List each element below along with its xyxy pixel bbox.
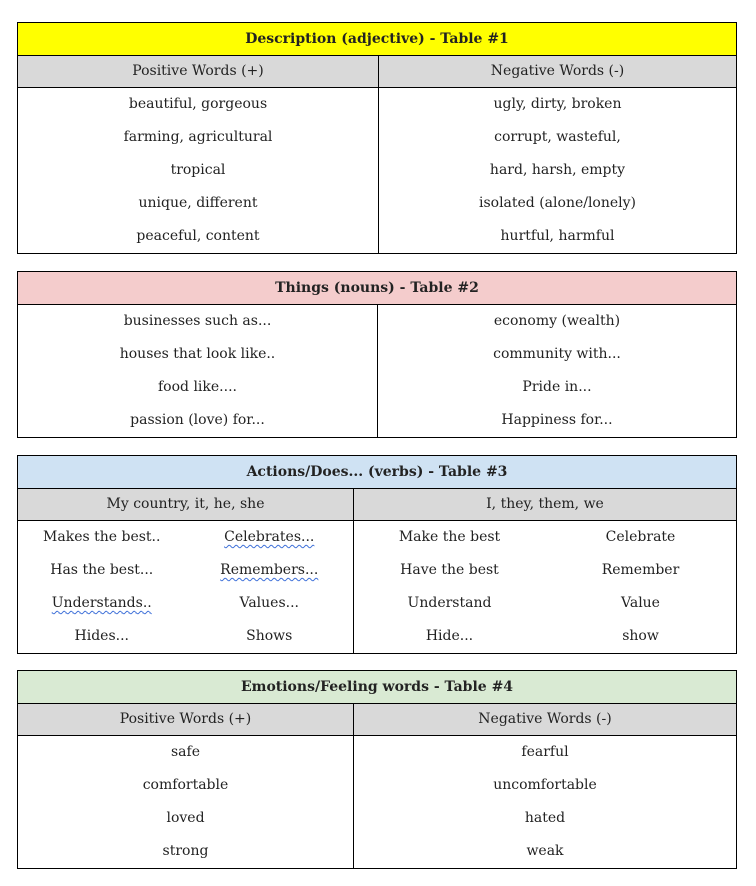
table-3-plural-column xyxy=(353,521,736,653)
table-1-positive-cell: farming, agricultural xyxy=(123,129,273,145)
table-1 xyxy=(17,22,737,254)
table-1-negative-cell: hard, harsh, empty xyxy=(489,162,626,178)
table-1-title: Description (adjective) - Table #1 xyxy=(18,23,736,56)
table-3-verb-cell-wrap xyxy=(186,554,354,587)
table-3-header-row xyxy=(18,489,736,521)
table-3-body xyxy=(18,521,736,653)
table-3-verb-cell-wrap xyxy=(186,521,354,554)
table-3-row xyxy=(18,587,353,620)
table-3-title: Actions/Does... (verbs) - Table #3 xyxy=(18,456,736,489)
table-2-right-cell: Happiness for... xyxy=(501,412,613,428)
table-4-header-positive: Positive Words (+) xyxy=(119,711,252,727)
table-4-body xyxy=(18,736,736,868)
table-2-right-cell: Pride in... xyxy=(522,379,592,395)
table-2-right-cell: economy (wealth) xyxy=(493,313,621,329)
table-4-negative-cell: uncomfortable xyxy=(493,777,597,793)
table-3-verb-cell: Remember xyxy=(601,562,680,578)
table-1-positive-cell: unique, different xyxy=(138,195,258,211)
table-1-positive-cell: tropical xyxy=(170,162,226,178)
table-1-header-row xyxy=(18,56,736,88)
table-3-verb-cell: Understand xyxy=(407,595,492,611)
table-3-verb-cell: Hide... xyxy=(425,628,474,644)
table-3-verb-cell: Hides... xyxy=(74,628,129,644)
table-1-positive-column xyxy=(18,88,378,253)
table-3-row xyxy=(18,554,353,587)
table-1-positive-cell: peaceful, content xyxy=(136,228,260,244)
table-2-title: Things (nouns) - Table #2 xyxy=(18,272,736,305)
table-1-positive-cell: beautiful, gorgeous xyxy=(128,96,268,112)
table-3-verb-cell: Celebrates... xyxy=(224,529,315,545)
table-3-header-singular: My country, it, he, she xyxy=(106,496,265,512)
table-4 xyxy=(17,670,737,869)
table-2-left-cell: food like.... xyxy=(158,379,237,395)
table-1-negative-cell: ugly, dirty, broken xyxy=(493,96,622,112)
table-4-positive-cell: loved xyxy=(166,810,205,826)
table-2-left-column xyxy=(18,305,377,437)
table-2-body xyxy=(18,305,736,437)
table-4-negative-cell: fearful xyxy=(521,744,569,760)
table-3-verb-cell: Values... xyxy=(239,595,299,611)
table-3-row xyxy=(18,620,353,653)
table-3-verb-cell: Has the best... xyxy=(50,562,154,578)
table-4-negative-column xyxy=(353,736,736,868)
table-3-verb-cell: show xyxy=(622,628,659,644)
table-2-left-cell: businesses such as... xyxy=(123,313,272,329)
table-4-negative-cell: hated xyxy=(524,810,566,826)
table-4-positive-cell: comfortable xyxy=(142,777,229,793)
table-1-body xyxy=(18,88,736,253)
table-2-right-cell: community with... xyxy=(493,346,621,362)
table-4-positive-column xyxy=(18,736,353,868)
table-4-positive-cell: strong xyxy=(162,843,209,859)
table-3-singular-column xyxy=(18,521,353,653)
table-1-header-negative: Negative Words (-) xyxy=(378,56,736,87)
table-1-negative-cell: corrupt, wasteful, xyxy=(494,129,621,145)
table-2-left-cell: passion (love) for... xyxy=(130,412,265,428)
table-3-verb-cell: Value xyxy=(621,595,660,611)
table-3-verb-cell: Shows xyxy=(246,628,293,644)
table-3-row xyxy=(354,587,736,620)
table-3-verb-cell: Understands.. xyxy=(51,595,152,611)
table-2-left-cell: houses that look like.. xyxy=(119,346,276,362)
table-1-negative-cell: hurtful, harmful xyxy=(500,228,615,244)
table-3-row xyxy=(354,620,736,653)
table-3-verb-cell: Celebrate xyxy=(605,529,676,545)
table-1-negative-column xyxy=(378,88,736,253)
table-3-row xyxy=(18,521,353,554)
table-2 xyxy=(17,271,737,438)
table-4-positive-cell: safe xyxy=(171,744,200,760)
table-3 xyxy=(17,455,737,654)
table-3-header-plural: I, they, them, we xyxy=(353,489,736,520)
table-3-verb-cell: Makes the best.. xyxy=(43,529,161,545)
table-4-title: Emotions/Feeling words - Table #4 xyxy=(18,671,736,704)
table-4-negative-cell: weak xyxy=(526,843,564,859)
table-3-verb-cell: Make the best xyxy=(398,529,501,545)
table-1-negative-cell: isolated (alone/lonely) xyxy=(478,195,637,211)
table-3-row xyxy=(354,554,736,587)
table-4-header-row xyxy=(18,704,736,736)
table-1-header-positive: Positive Words (+) xyxy=(132,63,264,79)
table-3-verb-cell: Have the best xyxy=(400,562,499,578)
table-3-row xyxy=(354,521,736,554)
table-3-verb-cell: Remembers... xyxy=(220,562,319,578)
table-4-header-negative: Negative Words (-) xyxy=(353,704,736,735)
table-2-right-column xyxy=(377,305,736,437)
table-3-verb-cell-wrap xyxy=(18,587,186,620)
